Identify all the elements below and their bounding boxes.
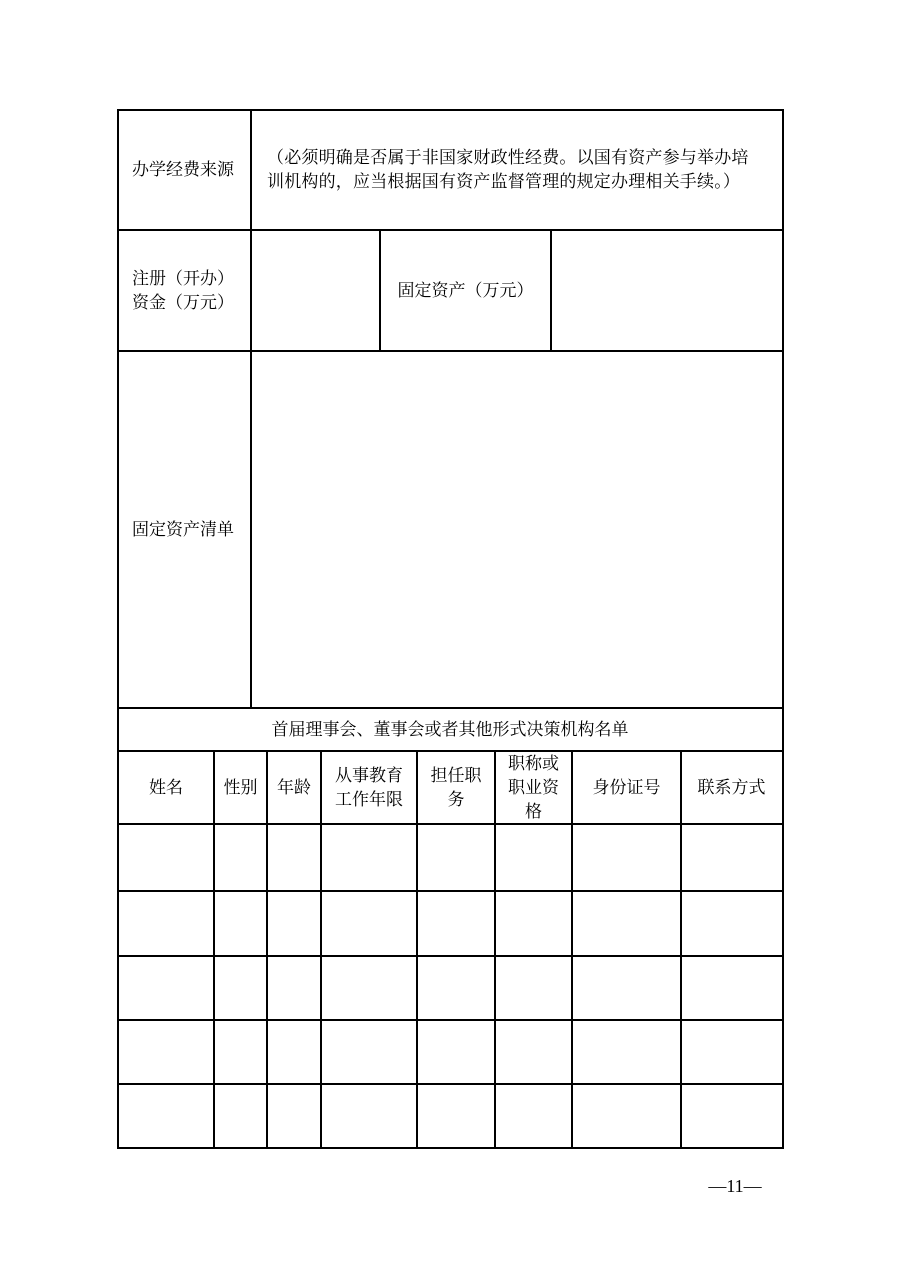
board-col-education-years: 从事教育工作年限 xyxy=(335,765,403,810)
row-divider xyxy=(118,1019,783,1021)
row-divider xyxy=(118,229,783,231)
col-divider xyxy=(320,750,322,1148)
board-section-title: 首届理事会、董事会或者其他形式决策机构名单 xyxy=(271,719,629,740)
registered-capital-label: 注册（开办）资金（万元） xyxy=(132,268,234,313)
board-col-id-number: 身份证号 xyxy=(592,777,661,798)
col-divider xyxy=(494,750,496,1148)
row-divider xyxy=(118,823,783,825)
col-divider xyxy=(250,109,252,708)
col-divider xyxy=(379,229,381,351)
fixed-assets-list-label: 固定资产清单 xyxy=(132,519,234,540)
row-divider xyxy=(118,1083,783,1085)
page-number: —11— xyxy=(708,1176,762,1196)
col-divider xyxy=(266,750,268,1148)
col-divider xyxy=(213,750,215,1148)
table-border-bottom xyxy=(118,1147,783,1149)
board-col-title-qualification: 职称或职业资格 xyxy=(508,753,559,822)
row-divider xyxy=(118,350,783,352)
row-divider xyxy=(118,750,783,752)
row-divider xyxy=(118,707,783,709)
fixed-assets-value[interactable] xyxy=(551,230,782,351)
table-border-right xyxy=(782,109,784,1149)
table-border-left xyxy=(117,109,119,1149)
board-col-position: 担任职务 xyxy=(430,765,482,810)
col-divider xyxy=(416,750,418,1148)
funding-source-note: （必须明确是否属于非国家财政性经费。以国有资产参与举办培训机构的，应当根据国有资产监督管理的规定办理相关手续。） xyxy=(267,148,749,192)
registered-capital-value[interactable] xyxy=(251,230,380,351)
col-divider xyxy=(680,750,682,1148)
table-border-top xyxy=(118,109,783,111)
row-divider xyxy=(118,890,783,892)
col-divider xyxy=(571,750,573,1148)
row-divider xyxy=(118,955,783,957)
fixed-assets-list-value[interactable] xyxy=(251,351,782,708)
board-col-age: 年龄 xyxy=(277,777,311,798)
board-col-contact: 联系方式 xyxy=(697,777,766,798)
fixed-assets-label: 固定资产（万元） xyxy=(397,280,534,301)
board-col-gender: 性别 xyxy=(223,777,258,798)
funding-source-label: 办学经费来源 xyxy=(132,160,234,180)
col-divider xyxy=(550,229,552,351)
board-col-name: 姓名 xyxy=(149,777,183,798)
